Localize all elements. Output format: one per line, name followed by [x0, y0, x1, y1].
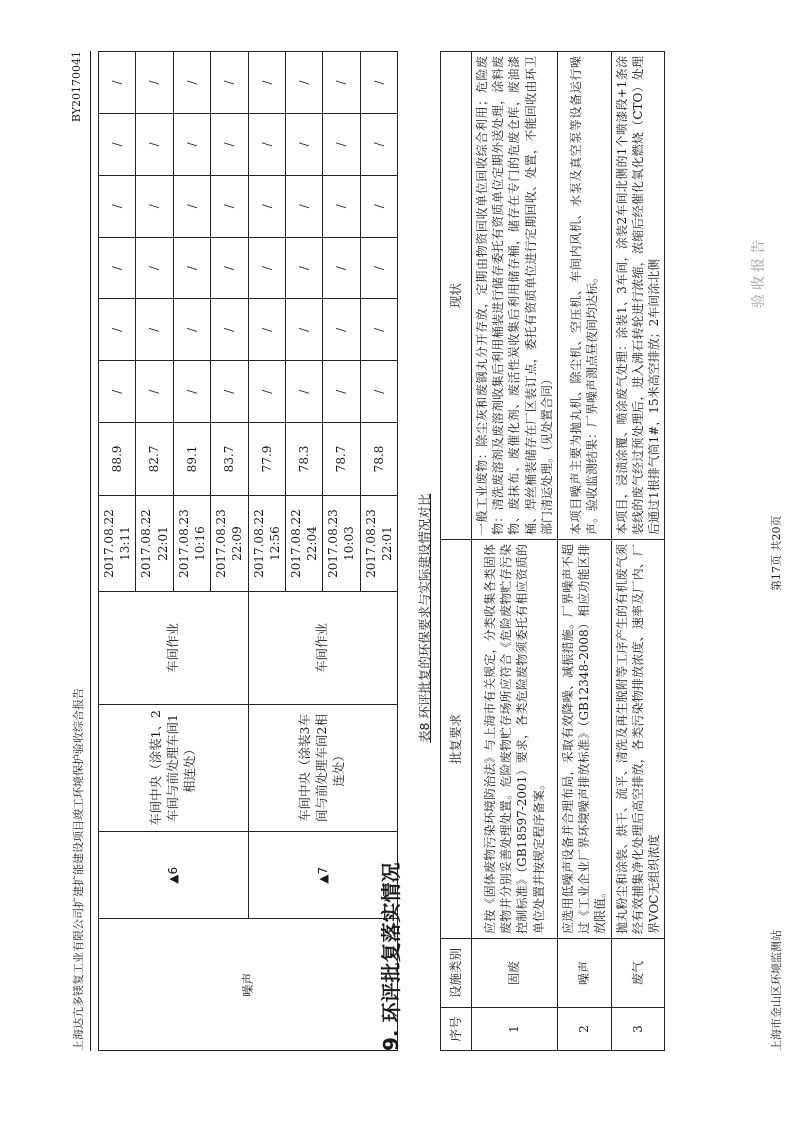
slash-cell: / — [173, 237, 210, 299]
slash-cell: / — [211, 175, 248, 237]
value-cell: 78.8 — [360, 423, 397, 496]
slash-cell: / — [323, 113, 360, 175]
row-type: 噪声 — [557, 939, 611, 1008]
slash-cell: / — [136, 361, 173, 423]
time-cell: 2017.08.22 13:11 — [99, 495, 136, 592]
category-cell: 噪声 — [99, 919, 398, 1051]
header-rule — [90, 51, 91, 1051]
value-cell: 77.9 — [248, 423, 285, 496]
value-cell: 78.7 — [323, 423, 360, 496]
row-requirement: 应选用低噪声设备并合理布局，采取有效降噪、减振措施。厂界噪声不超过《工业企业厂界环境噪声排放标准》（GB12348-2008）相应功能区排放限值。 — [557, 540, 611, 939]
row-type: 废气 — [611, 939, 665, 1008]
slash-cell: / — [285, 175, 322, 237]
page-number: 第17页 共20页 — [770, 515, 783, 591]
slash-cell: / — [136, 237, 173, 299]
slash-cell: / — [360, 237, 397, 299]
table-caption: 表8 环评批复的环保要求与实际建设情况对比 — [417, 493, 432, 743]
slash-cell: / — [248, 113, 285, 175]
table-row — [557, 52, 611, 1051]
header-no: 序号 — [441, 1008, 472, 1051]
slash-cell: / — [323, 361, 360, 423]
slash-cell: / — [248, 175, 285, 237]
slash-cell: / — [248, 52, 285, 114]
slash-cell: / — [248, 361, 285, 423]
header-requirement: 批复要求 — [441, 540, 472, 939]
slash-cell: / — [99, 113, 136, 175]
header-status: 现状 — [441, 52, 472, 540]
slash-cell: / — [360, 113, 397, 175]
slash-cell: / — [285, 52, 322, 114]
row-status: 本项目，浸渍涂覆、喷涂废气处理：涂装1、3车间，涂装2车间北侧的1个喷漆段+1条涂装线的废气经过预处理后，进入沸石转轮进行浓缩，浓缩后经催化氧化燃烧（CTO）处理后通过1根排气筒1#，15米高空排放；2车间涂北侧 — [611, 52, 665, 540]
row-no: 3 — [611, 1008, 665, 1051]
time-cell: 2017.08.22 22:04 — [285, 495, 322, 592]
slash-cell: / — [173, 299, 210, 361]
slash-cell: / — [360, 299, 397, 361]
slash-cell: / — [323, 52, 360, 114]
header-type: 设施类别 — [441, 939, 472, 1008]
row-status: 一般工业废物：除尘灰和废钢丸分开存放，定期由物资回收单位回收综合利用；危险废物：清洗废溶剂及废溶剂收集后利用桶装进行储存委托有资质单位定期外送处理，涂料废物、废抹布、废催化剂、废活性炭收集后利用储存桶，储存在专门的危废仓库，废油漆桶、焊丝桶装储存在厂区装订点，委托有资质单位进行定期回收、处置，不能回收由环卫部门清运处理。（见处置合同） — [472, 52, 558, 540]
value-cell: 88.9 — [99, 423, 136, 496]
slash-cell: / — [211, 52, 248, 114]
time-cell: 2017.08.23 22:01 — [360, 495, 397, 592]
work-text: 车间作业 — [164, 623, 180, 674]
row-no: 2 — [557, 1008, 611, 1051]
slash-cell: / — [211, 361, 248, 423]
table-header-row — [441, 52, 472, 1051]
value-cell: 82.7 — [136, 423, 173, 496]
position-text: 车间中央（涂装1、2车间与前处理车间1相连处） — [147, 710, 197, 826]
footer-org: 上海市金山区环境监测站 — [770, 930, 783, 1051]
slash-cell: / — [173, 52, 210, 114]
work-cell — [99, 592, 249, 704]
value-cell: 78.3 — [285, 423, 322, 496]
slash-cell: / — [323, 237, 360, 299]
slash-cell: / — [99, 237, 136, 299]
slash-cell: / — [173, 175, 210, 237]
time-cell: 2017.08.22 22:01 — [136, 495, 173, 592]
table-row — [611, 52, 665, 1051]
slash-cell: / — [99, 299, 136, 361]
row-requirement: 应按《固体废物污染环境防治法》与上海市有关规定，分类收集各类固体废物并分别妥善处理处置。危险废物贮存场所应符合《危险废物贮存污染控制标准》（GB18597-2001）要求，各类危险废物须委托有相应资质的单位处置并按规定程序备案。 — [472, 540, 558, 939]
value-cell: 89.1 — [173, 423, 210, 496]
row-type: 固废 — [472, 939, 558, 1008]
work-text: 车间作业 — [314, 623, 330, 674]
work-cell — [248, 592, 398, 704]
time-cell: 2017.08.23 10:03 — [323, 495, 360, 592]
slash-cell: / — [173, 361, 210, 423]
slash-cell: / — [360, 361, 397, 423]
slash-cell: / — [99, 361, 136, 423]
slash-cell: / — [285, 237, 322, 299]
point-cell: ▲7 — [248, 832, 398, 919]
row-no: 1 — [472, 1008, 558, 1051]
position-cell — [248, 704, 398, 832]
slash-cell: / — [99, 52, 136, 114]
slash-cell: / — [360, 175, 397, 237]
slash-cell: / — [99, 175, 136, 237]
time-cell: 2017.08.23 10:16 — [173, 495, 210, 592]
slash-cell: / — [323, 299, 360, 361]
slash-cell: / — [136, 299, 173, 361]
noise-monitoring-table — [98, 51, 398, 1051]
slash-cell: / — [211, 237, 248, 299]
row-requirement: 抛丸粉尘和涂装、烘干、流平、清洗及再生脱附等工序产生的有机废气须经有效捕集净化处理后高空排放，各类污染物排放浓度、速率及厂内、厂界VOC无组织浓度 — [611, 540, 665, 939]
faded-stamp-mark: 验收报告 — [751, 236, 767, 308]
slash-cell: / — [248, 237, 285, 299]
table-row — [99, 52, 136, 1051]
row-status: 本项目噪声主要为抛丸机、除尘机、空压机、车间内风机、水泵及真空泵等设备运行噪声。验收监测结果：厂界噪声测点昼夜间均达标。 — [557, 52, 611, 540]
slash-cell: / — [248, 299, 285, 361]
time-cell: 2017.08.23 22:09 — [211, 495, 248, 592]
slash-cell: / — [285, 299, 322, 361]
slash-cell: / — [285, 113, 322, 175]
value-cell: 83.7 — [211, 423, 248, 496]
header-report-code: BY20170041 — [70, 51, 83, 123]
point-cell: ▲6 — [99, 832, 249, 919]
section-title: 9. 环评批复落实情况 — [379, 862, 403, 1051]
table-row — [472, 52, 558, 1051]
slash-cell: / — [211, 299, 248, 361]
slash-cell: / — [136, 52, 173, 114]
approval-comparison-table — [440, 51, 665, 1051]
slash-cell: / — [285, 361, 322, 423]
position-cell — [99, 704, 249, 832]
table-row — [248, 52, 285, 1051]
header-company: 上海达亢多镁复工业有限公司扩建扩能建设项目竣工环境保护验收综合报告 — [72, 688, 85, 1051]
slash-cell: / — [211, 113, 248, 175]
slash-cell: / — [136, 175, 173, 237]
slash-cell: / — [323, 175, 360, 237]
position-text: 车间中央（涂装3车间与前处理车间2相连处） — [297, 713, 347, 822]
slash-cell: / — [360, 52, 397, 114]
slash-cell: / — [136, 113, 173, 175]
time-cell: 2017.08.22 12:56 — [248, 495, 285, 592]
slash-cell: / — [173, 113, 210, 175]
